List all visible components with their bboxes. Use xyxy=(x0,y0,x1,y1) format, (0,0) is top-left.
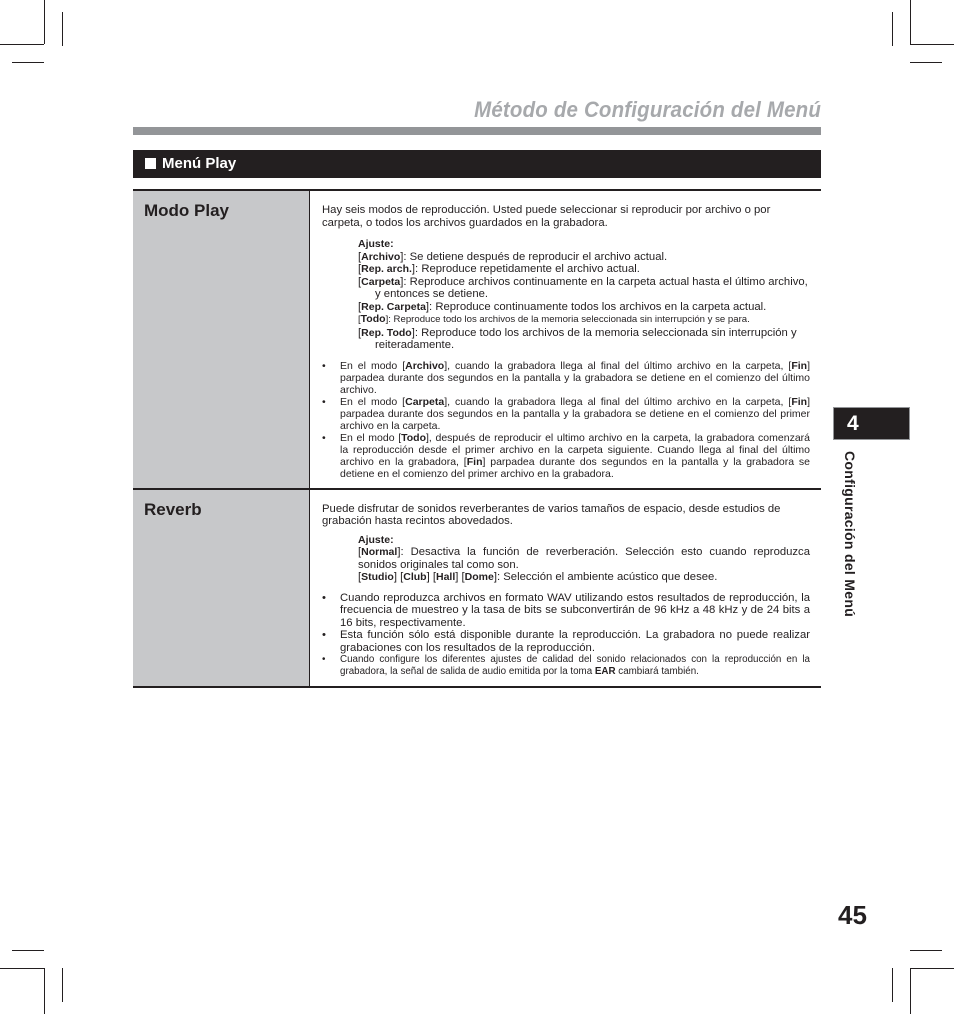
settings-table xyxy=(133,189,821,688)
row-label-modo-play: Modo Play xyxy=(133,191,310,488)
option-item: [Studio] [Club] [Hall] [Dome]: Selección el ambiente acústico que desee. xyxy=(358,571,718,583)
option-item: [Rep. Todo]: Reproduce todo los archivos de la memoria seleccionada sin interrupción y reiteradamente. xyxy=(358,326,797,351)
option-item: [Normal]: Desactiva la función de reverberación. Selección esto cuando reproduzca sonidos originales tal como son. xyxy=(358,546,810,571)
list-item: • En el modo [Todo], después de reproducir el ultimo archivo en la carpeta, la grabadora comenzará la reproducción desde el primer archivo en la carpeta siguiente. Cuando llega al final del último archivo en la grabadora, [Fin] parpadea durante dos segundos en la pantalla y la grabadora se detiene en el comienzo del primer archivo en la grabadora. xyxy=(322,432,810,480)
notes-list xyxy=(322,360,810,480)
table-row xyxy=(133,490,821,689)
crop-mark xyxy=(910,62,942,63)
page-number: 45 xyxy=(838,900,867,930)
intro-text: Hay seis modos de reproducción. Usted puede seleccionar si reproducir por archivo o por carpeta, o todos los archivos guardados en la grabadora. xyxy=(322,204,771,229)
page-header-title: Método de Configuración del Menú xyxy=(474,97,821,122)
ajuste-block xyxy=(358,534,810,584)
option-item: [Carpeta]: Reproduce archivos continuamente en la carpeta actual hasta el último archivo, y entonces se detiene. xyxy=(358,275,808,300)
ajuste-block xyxy=(358,238,810,352)
option-item: [Rep. Carpeta]: Reproduce continuamente todos los archivos en la carpeta actual. xyxy=(358,300,767,313)
crop-mark xyxy=(910,968,911,1014)
crop-mark xyxy=(892,12,893,46)
crop-mark xyxy=(44,0,45,44)
crop-mark xyxy=(910,950,942,951)
section-header xyxy=(133,150,821,178)
table-row xyxy=(133,191,821,490)
crop-mark xyxy=(62,12,63,46)
intro-text: Puede disfrutar de sonidos reverberantes de varios tamaños de espacio, desde estudios de grabación hasta recintos abovedados. xyxy=(322,502,781,527)
list-item: • En el modo [Carpeta], cuando la grabadora llega al final del último archivo en la carpeta, [Fin] parpadea durante dos segundos en la pantalla y la grabadora se detiene en el comienzo del primer archivo en la carpeta. xyxy=(322,396,810,432)
section-title: Menú Play xyxy=(162,155,237,172)
list-item: • Esta función sólo está disponible durante la reproducción. La grabadora no puede realizar grabaciones con los resultados de la reproducción. xyxy=(322,629,810,654)
ajuste-title: Ajuste: xyxy=(358,533,394,546)
option-item: [Archivo]: Se detiene después de reproducir el archivo actual. xyxy=(358,250,668,263)
crop-mark xyxy=(12,62,44,63)
list-item: • Cuando reproduzca archivos en formato WAV utilizando estos resultados de reproducción, la frecuencia de muestreo y la tasa de bits se subconvertirán de 96 kHz a 48 kHz y de 24 bits a 16 bits, respectivamente. xyxy=(322,592,810,630)
crop-mark xyxy=(0,44,44,45)
crop-mark xyxy=(910,968,954,969)
chapter-title-vertical: Configuración del Menú xyxy=(842,451,858,618)
crop-mark xyxy=(44,968,45,1014)
row-content-modo-play xyxy=(310,191,821,488)
header-rule xyxy=(133,127,821,135)
ajuste-title: Ajuste: xyxy=(358,238,394,250)
list-item: • Cuando configure los diferentes ajustes de calidad del sonido relacionados con la reproducción en la grabadora, la señal de salida de audio emitida por la toma EAR cambiará también. xyxy=(322,654,810,678)
crop-mark xyxy=(0,968,44,969)
list-item: • En el modo [Archivo], cuando la grabadora llega al final del último archivo en la carpeta, [Fin] parpadea durante dos segundos en la pantalla y la grabadora se detiene en el comienzo del último archivo. xyxy=(322,360,810,396)
crop-mark xyxy=(910,44,954,45)
crop-mark xyxy=(12,950,44,951)
row-content-reverb xyxy=(310,490,821,687)
option-item: [Rep. arch.]: Reproduce repetidamente el archivo actual. xyxy=(358,263,640,275)
chapter-tab: 4 xyxy=(833,407,910,440)
crop-mark xyxy=(910,0,911,44)
option-item: [Todo]: Reproduce todo los archivos de la memoria seleccionada sin interrupción y se para. xyxy=(358,313,750,325)
square-bullet-icon xyxy=(145,158,156,169)
crop-mark xyxy=(892,968,893,1002)
crop-mark xyxy=(62,968,63,1002)
notes-list xyxy=(322,592,810,679)
row-label-reverb: Reverb xyxy=(133,490,310,687)
